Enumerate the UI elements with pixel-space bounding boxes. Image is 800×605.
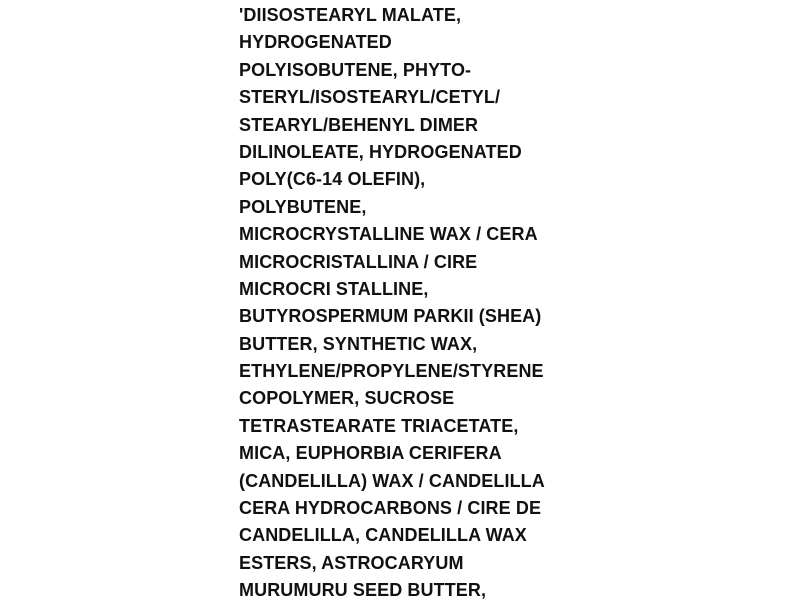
ingredient-line: MICA, EUPHORBIA CERIFERA <box>239 443 502 464</box>
ingredient-line: CERA HYDROCARBONS / CIRE DE <box>239 498 542 519</box>
ingredient-line: MICROCRISTALLINA / CIRE <box>239 251 478 272</box>
ingredient-line: MURUMURU SEED BUTTER, <box>239 580 487 601</box>
ingredient-line: POLY(C6-14 OLEFIN), <box>239 169 426 190</box>
ingredient-line: HYDROGENATED <box>239 32 392 53</box>
ingredient-line: ESTERS, ASTROCARYUM <box>239 552 464 573</box>
ingredient-line: COPOLYMER, SUCROSE <box>239 388 455 409</box>
ingredient-line: POLYBUTENE, <box>239 196 367 217</box>
ingredient-line: TETRASTEARATE TRIACETATE, <box>239 415 519 436</box>
ingredient-line: BUTTER, SYNTHETIC WAX, <box>239 333 478 354</box>
ingredient-line: STEARYL/BEHENYL DIMER <box>239 114 479 135</box>
ingredients-list <box>239 0 579 605</box>
ingredient-line: STERYL/ISOSTEARYL/CETYL/ <box>239 87 501 108</box>
ingredient-line: ETHYLENE/PROPYLENE/STYRENE <box>239 361 544 382</box>
ingredient-line: CANDELILLA, CANDELILLA WAX <box>239 525 527 546</box>
ingredient-line: DILINOLEATE, HYDROGENATED <box>239 141 522 162</box>
ingredient-line: 'DIISOSTEARYL MALATE, <box>239 5 462 25</box>
ingredient-line: POLYISOBUTENE, PHYTO- <box>239 59 472 80</box>
ingredient-line: BUTYROSPERMUM PARKII (SHEA) <box>239 306 542 327</box>
ingredient-line: (CANDELILLA) WAX / CANDELILLA <box>239 470 545 491</box>
ingredient-line: MICROCRYSTALLINE WAX / CERA <box>239 224 538 245</box>
ingredient-line: MICROCRI STALLINE, <box>239 278 429 299</box>
